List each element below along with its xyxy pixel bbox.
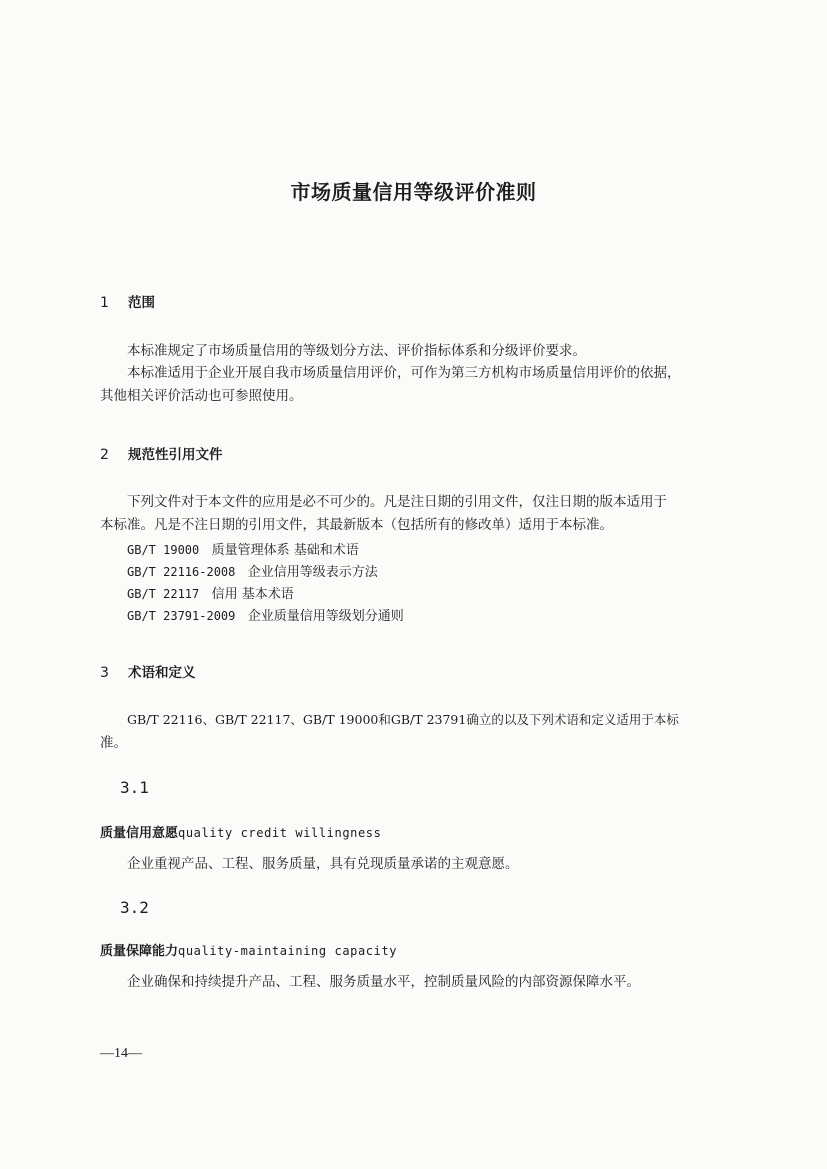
text-line: 本标准规定了市场质量信用的等级划分方法、评价指标体系和分级评价要求。 [127,343,586,359]
term-definition: 企业确保和持续提升产品、工程、服务质量水平，控制质量风险的内部资源保障水平。 [127,974,640,990]
reference-code: GB/T 19000 [127,543,200,557]
term-english: quality credit willingness [178,826,382,840]
page-number: —14— [100,1046,142,1061]
reference-item [127,539,359,558]
text-line: GB/T 22116、GB/T 22117、GB/T 19000和GB/T 23791确立的以及下列术语和定义适用于本标 [127,712,679,727]
section-1-paragraph-1 [100,340,722,363]
text-line: 本标准适用于企业开展自我市场质量信用评价，可作为第三方机构市场质量信用评价的依据， [127,365,681,381]
term-chinese: 质量保障能力 [100,944,179,959]
section-title: 术语和定义 [128,665,196,681]
text-line: 下列文件对于本文件的应用是必不可少的。凡是注日期的引用文件，仅注日期的版本适用于 [127,494,667,510]
section-title: 范围 [128,295,155,311]
section-1-paragraph-2 [100,362,722,407]
section-3-heading [100,661,196,681]
subsection-number: 3.2 [120,898,149,917]
reference-item [127,583,294,602]
subsection-number: 3.1 [120,778,149,797]
section-3-paragraph-1 [100,709,722,754]
term-entry [100,822,381,841]
reference-title: 质量管理体系 基础和术语 [211,543,359,558]
reference-title: 企业信用等级表示方法 [247,565,378,580]
reference-title: 企业质量信用等级划分通则 [247,609,404,624]
section-2-heading [100,443,223,463]
term-definition: 企业重视产品、工程、服务质量，具有兑现质量承诺的主观意愿。 [127,856,519,872]
text-line: 准。 [100,734,127,751]
reference-item [127,561,378,580]
section-2-paragraph-1 [100,491,722,536]
section-number: 1 [100,295,109,311]
reference-code: GB/T 22116-2008 [127,565,236,579]
section-number: 2 [100,447,109,463]
reference-code: GB/T 22117 [127,587,200,601]
term-chinese: 质量信用意愿 [100,826,179,841]
reference-title: 信用 基本术语 [211,587,294,602]
reference-code: GB/T 23791-2009 [127,609,236,623]
term-english: quality-maintaining capacity [178,944,398,958]
text-line: 本标准。凡是不注日期的引用文件，其最新版本（包括所有的修改单）适用于本标准。 [100,516,613,533]
document-title: 市场质量信用等级评价准则 [290,180,537,204]
section-title: 规范性引用文件 [128,447,223,463]
text-line: 其他相关评价活动也可参照使用。 [100,387,303,404]
reference-item [127,605,404,624]
section-1-heading [100,291,155,311]
section-number: 3 [100,665,109,681]
term-entry [100,940,397,959]
